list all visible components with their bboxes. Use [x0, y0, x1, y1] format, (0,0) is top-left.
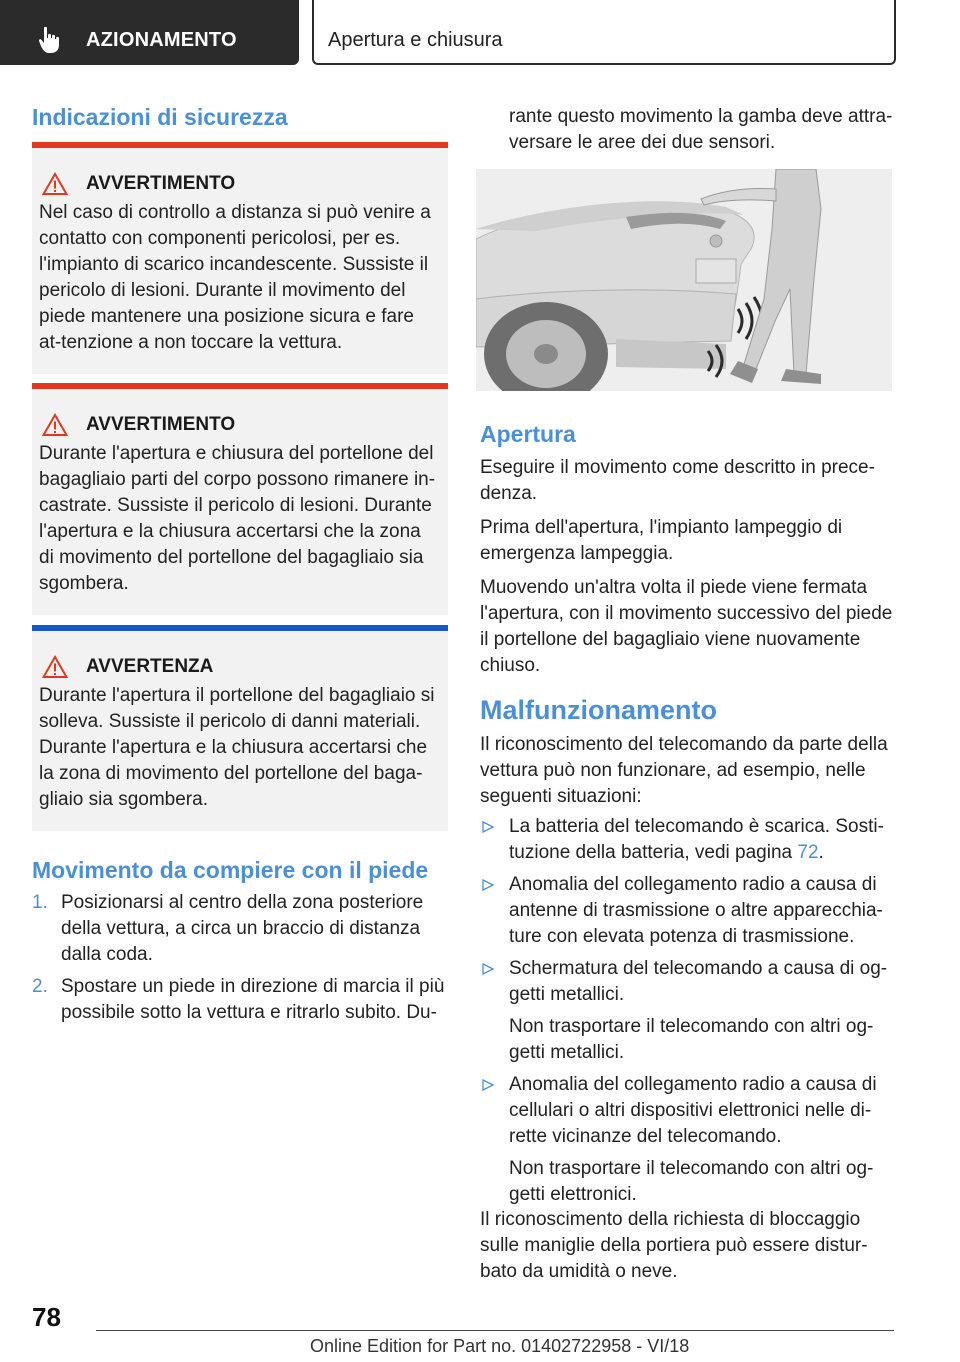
bullet-triangle-icon: [482, 821, 494, 833]
continued-text: rante questo movimento la gamba deve attra-versare le aree dei due sensori.: [509, 106, 893, 153]
page-link[interactable]: 72: [797, 842, 819, 863]
warning-title-text: AVVERTIMENTO: [86, 173, 236, 194]
bullet-triangle-icon: [482, 963, 494, 975]
opening-paragraph: Eseguire il movimento come descritto in prece-denza.: [480, 457, 875, 504]
warning-triangle-icon: [42, 413, 68, 437]
bullet-text: Anomalia del collegamento radio a causa di antenne di trasmissione o altre apparecchia-ture con elevata potenza di trasmissione.: [509, 874, 883, 947]
bullet-triangle-icon: [482, 1079, 494, 1091]
notice-text: Durante l'apertura il portellone del bagagliaio si solleva. Sussiste il pericolo di danni materiali. Durante l'apertura e la chiusura accertarsi che la zona di movimento del portellone del baga-gliaio sia sgombera.: [39, 685, 435, 810]
notice-box: [32, 625, 448, 831]
movement-heading: Movimento da compiere con il piede: [32, 857, 429, 883]
closing-text: Il riconoscimento della richiesta di bloccaggio sulle maniglie della portiera può essere distur-bato da umidità o neve.: [480, 1209, 868, 1282]
malfunction-list: [480, 814, 896, 1214]
step-text: Spostare un piede in direzione di marcia il più possibile sotto la vettura e ritrarlo subito. Du-: [61, 976, 445, 1023]
bullet-text: La batteria del telecomando è scarica. Sosti-tuzione della batteria, vedi pagina: [509, 816, 884, 863]
bullet-subtext: Non trasportare il telecomando con altri og-getti metallici.: [509, 1016, 874, 1063]
bullet-triangle-icon: [482, 879, 494, 891]
list-item: [32, 974, 448, 1026]
warning-text: Nel caso di controllo a distanza si può venire a contatto con componenti pericolosi, per es. l'impianto di scarico incandescente. Sussiste il pericolo di lesioni. Durante il movimento del piede mantenere una posizione sicura e fare at-tenzione a non toccare la vettura.: [39, 202, 431, 353]
list-item: [480, 814, 896, 866]
opening-paragraph: Prima dell'apertura, l'impianto lampeggio di emergenza lampeggia.: [480, 517, 843, 564]
list-item: [480, 956, 896, 1066]
warning-title: [42, 413, 440, 437]
page-number: 78: [32, 1302, 61, 1332]
warning-text: Durante l'apertura e chiusura del portellone del bagagliaio parti del corpo possono rimanere in-castrate. Sussiste il pericolo di lesioni. Durante l'apertura e la chiusura accertarsi che la zona di movimento del portellone del bagagliaio sia sgombera.: [39, 443, 436, 594]
warning-triangle-icon: [42, 172, 68, 196]
step-text: Posizionarsi al centro della zona posteriore della vettura, a circa un braccio di distanza dalla coda.: [61, 892, 424, 965]
bullet-text-end: .: [818, 842, 824, 863]
warning-title-text: AVVERTIMENTO: [86, 414, 236, 435]
warning-box-1: [32, 142, 448, 374]
malfunction-intro: Il riconoscimento del telecomando da parte della vettura può non funzionare, ad esempio, nelle seguenti situazioni:: [480, 734, 888, 807]
header-section-title: AZIONAMENTO: [86, 29, 237, 51]
footer-edition: Online Edition for Part no. 01402722958 - VI/18: [310, 1336, 690, 1356]
hand-pointer-icon: [38, 26, 64, 54]
opening-heading: Apertura: [480, 421, 576, 447]
safety-heading: Indicazioni di sicurezza: [32, 104, 288, 130]
bullet-text: Schermatura del telecomando a causa di og-getti metallici.: [509, 958, 888, 1005]
notice-title: [42, 655, 440, 679]
car-rear-illustration: [476, 169, 892, 391]
warning-box-2: [32, 383, 448, 615]
step-number: 1.: [32, 892, 48, 913]
malfunction-heading: Malfunzionamento: [480, 695, 717, 725]
header-section-tab: [0, 0, 299, 65]
warning-triangle-icon: [42, 655, 68, 679]
header-chapter-title: Apertura e chiusura: [328, 29, 503, 51]
foot-sensor-illustration: [476, 169, 892, 391]
bullet-subtext: Non trasportare il telecomando con altri og-getti elettronici.: [509, 1158, 874, 1205]
movement-steps: [32, 890, 448, 1032]
list-item: [480, 872, 896, 950]
footer-divider: [96, 1330, 894, 1331]
list-item: [32, 890, 448, 968]
step-number: 2.: [32, 976, 48, 997]
opening-paragraph: Muovendo un'altra volta il piede viene fermata l'apertura, con il movimento successivo del piede il portellone del bagagliaio viene nuovamente chiuso.: [480, 577, 893, 676]
list-item: [480, 1072, 896, 1208]
header-chapter-tab: [312, 0, 896, 65]
warning-title: [42, 172, 440, 196]
notice-title-text: AVVERTENZA: [86, 656, 214, 677]
opening-section: [480, 455, 896, 679]
bullet-text: Anomalia del collegamento radio a causa di cellulari o altri dispositivi elettronici nelle di-rette vicinanze del telecomando.: [509, 1074, 877, 1147]
